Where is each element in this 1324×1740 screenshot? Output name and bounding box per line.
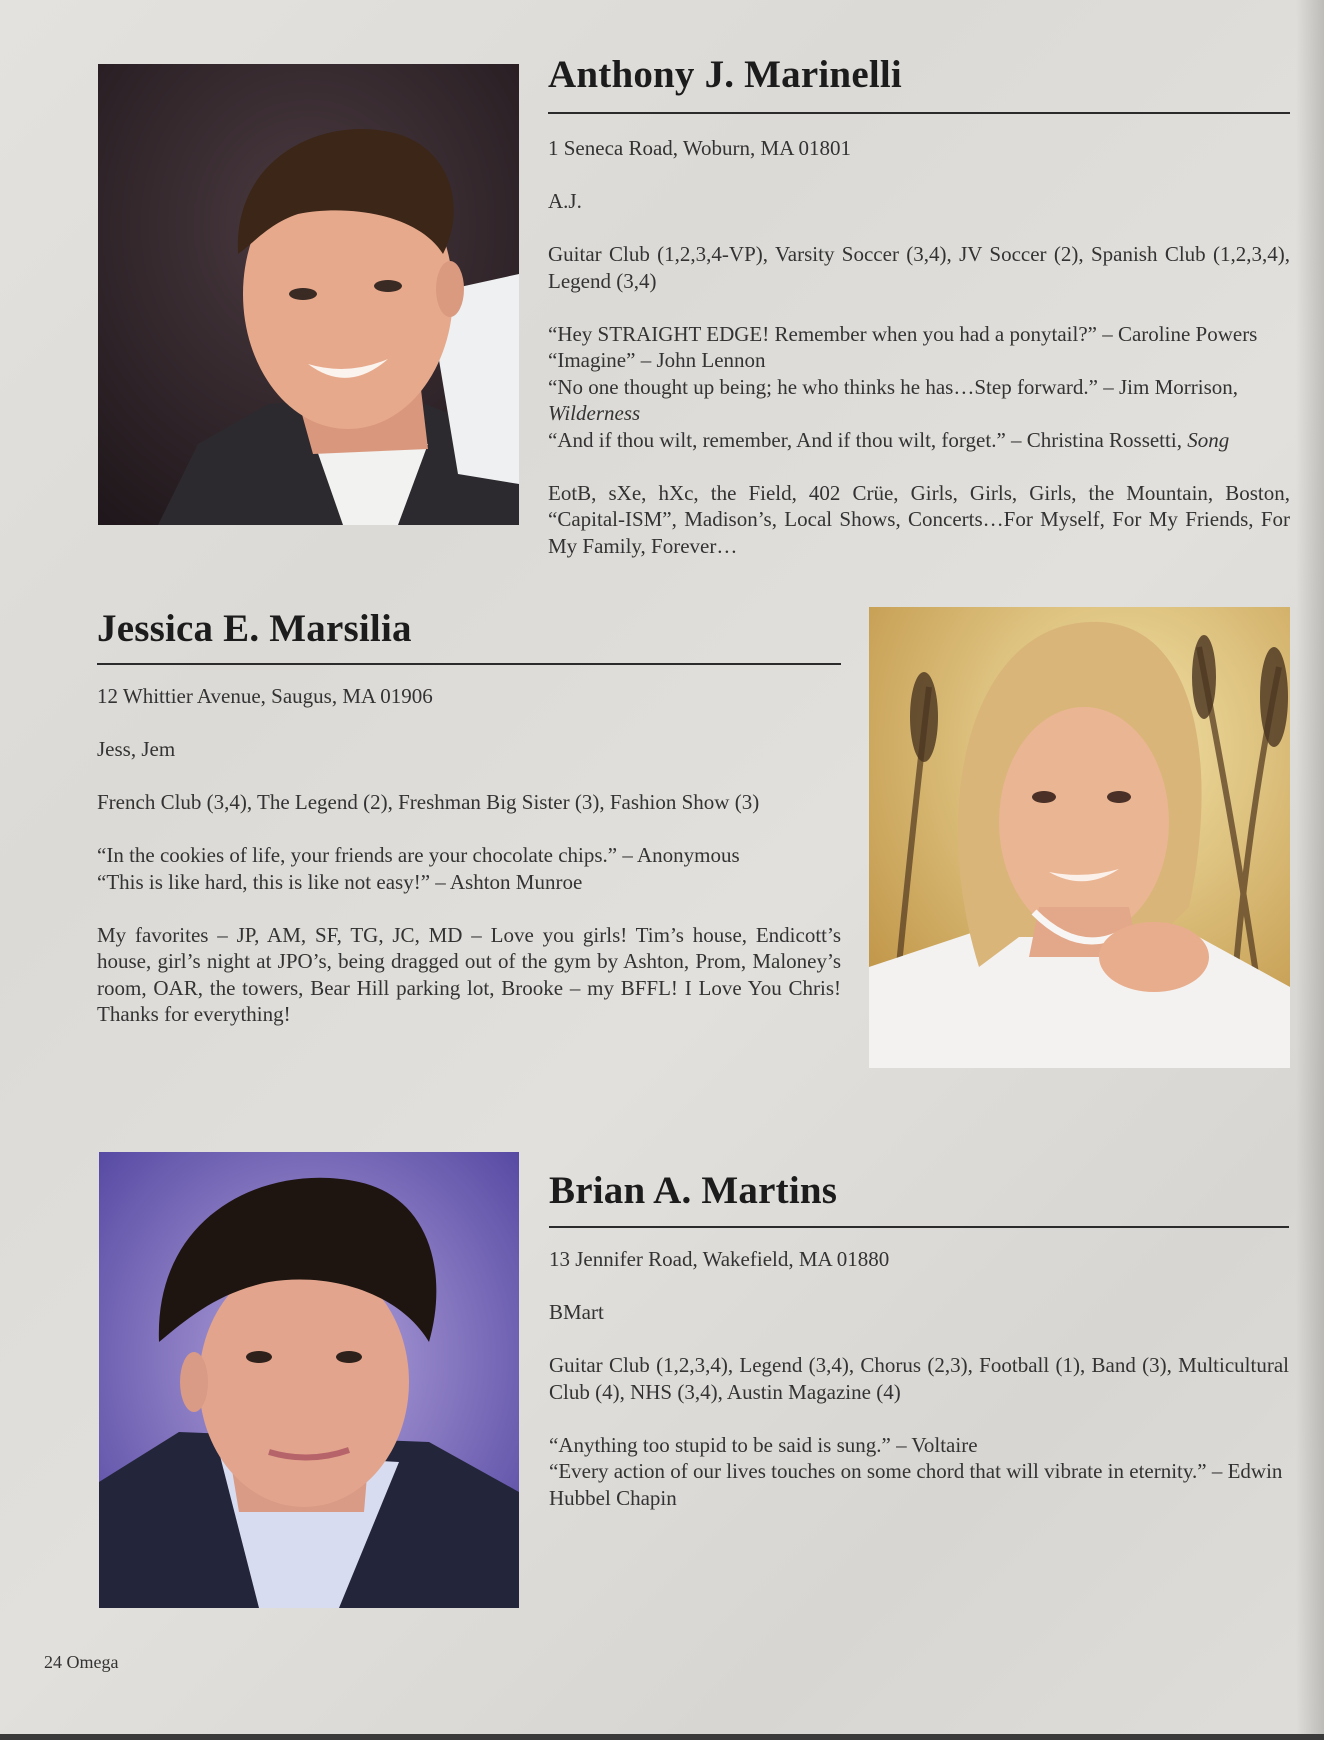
address: 1 Seneca Road, Woburn, MA 01801 <box>548 136 851 160</box>
nickname: Jess, Jem <box>97 737 176 761</box>
name-divider-anthony <box>548 112 1290 114</box>
portrait-photo-jessica <box>869 607 1290 1068</box>
personal-message: My favorites – JP, AM, SF, TG, JC, MD – Love you girls! Tim’s house, Endicott’s house, girl’s night at JPO’s, being dragged out of the gym by Ashton, Prom, Maloney’s room, OAR, the towers, Bear Hill parking lot, Brooke – my BFFL! I Love You Chris! Thanks for everything! <box>97 922 841 1026</box>
address: 12 Whittier Avenue, Saugus, MA 01906 <box>97 684 433 708</box>
quote: “Anything too stupid to be said is sung.” – Voltaire <box>549 1432 978 1457</box>
quote: “In the cookies of life, your friends are your chocolate chips.” – Anonymous <box>97 843 740 867</box>
quote: “This is like hard, this is like not easy!” – Ashton Munroe <box>97 869 583 894</box>
activities: Guitar Club (1,2,3,4-VP), Varsity Soccer (3,4), JV Soccer (2), Spanish Club (1,2,3,4), Legend (3,4) <box>548 242 1290 293</box>
student-details-brian <box>549 1246 1289 1511</box>
name-divider-jessica <box>97 663 841 665</box>
name-divider-brian <box>549 1226 1289 1228</box>
portrait-photo-brian <box>99 1152 519 1608</box>
page-edge-shadow <box>1296 0 1324 1740</box>
student-name-jessica: Jessica E. Marsilia <box>97 607 412 650</box>
activities: Guitar Club (1,2,3,4), Legend (3,4), Chorus (2,3), Football (1), Band (3), Multicultural Club (4), NHS (3,4), Austin Magazine (4) <box>549 1353 1289 1404</box>
quotes-block <box>549 1432 1289 1512</box>
student-name-brian: Brian A. Martins <box>549 1169 838 1212</box>
portrait-photo-anthony <box>98 64 519 525</box>
student-name-anthony: Anthony J. Marinelli <box>548 53 902 96</box>
quote: “Imagine” – John Lennon <box>548 348 766 372</box>
page-bottom-edge <box>0 1734 1324 1740</box>
activities: French Club (3,4), The Legend (2), Freshman Big Sister (3), Fashion Show (3) <box>97 790 760 814</box>
nickname: A.J. <box>548 189 582 213</box>
quotes-block <box>548 321 1290 454</box>
student-details-anthony <box>548 135 1290 559</box>
personal-message: EotB, sXe, hXc, the Field, 402 Crüe, Girls, Girls, Girls, the Mountain, Boston, “Capital-ISM”, Madison’s, Local Shows, Concerts…For Myself, For My Friends, For My Family, Forever… <box>548 480 1290 558</box>
address: 13 Jennifer Road, Wakefield, MA 01880 <box>549 1247 890 1271</box>
quote: “Every action of our lives touches on some chord that will vibrate in eternity.” – Edwin Hubbel Chapin <box>549 1459 1283 1510</box>
page-folio: 24 Omega <box>44 1652 119 1672</box>
quote: “And if thou wilt, remember, And if thou wilt, forget.” – Christina Rossetti, Song <box>548 427 1230 452</box>
nickname: BMart <box>549 1300 604 1324</box>
quotes-block <box>97 842 841 895</box>
quote: “Hey STRAIGHT EDGE! Remember when you had a ponytail?” – Caroline Powers <box>548 321 1258 346</box>
quote: “No one thought up being; he who thinks he has…Step forward.” – Jim Morrison, Wilderness <box>548 374 1238 425</box>
student-details-jessica <box>97 683 841 1028</box>
